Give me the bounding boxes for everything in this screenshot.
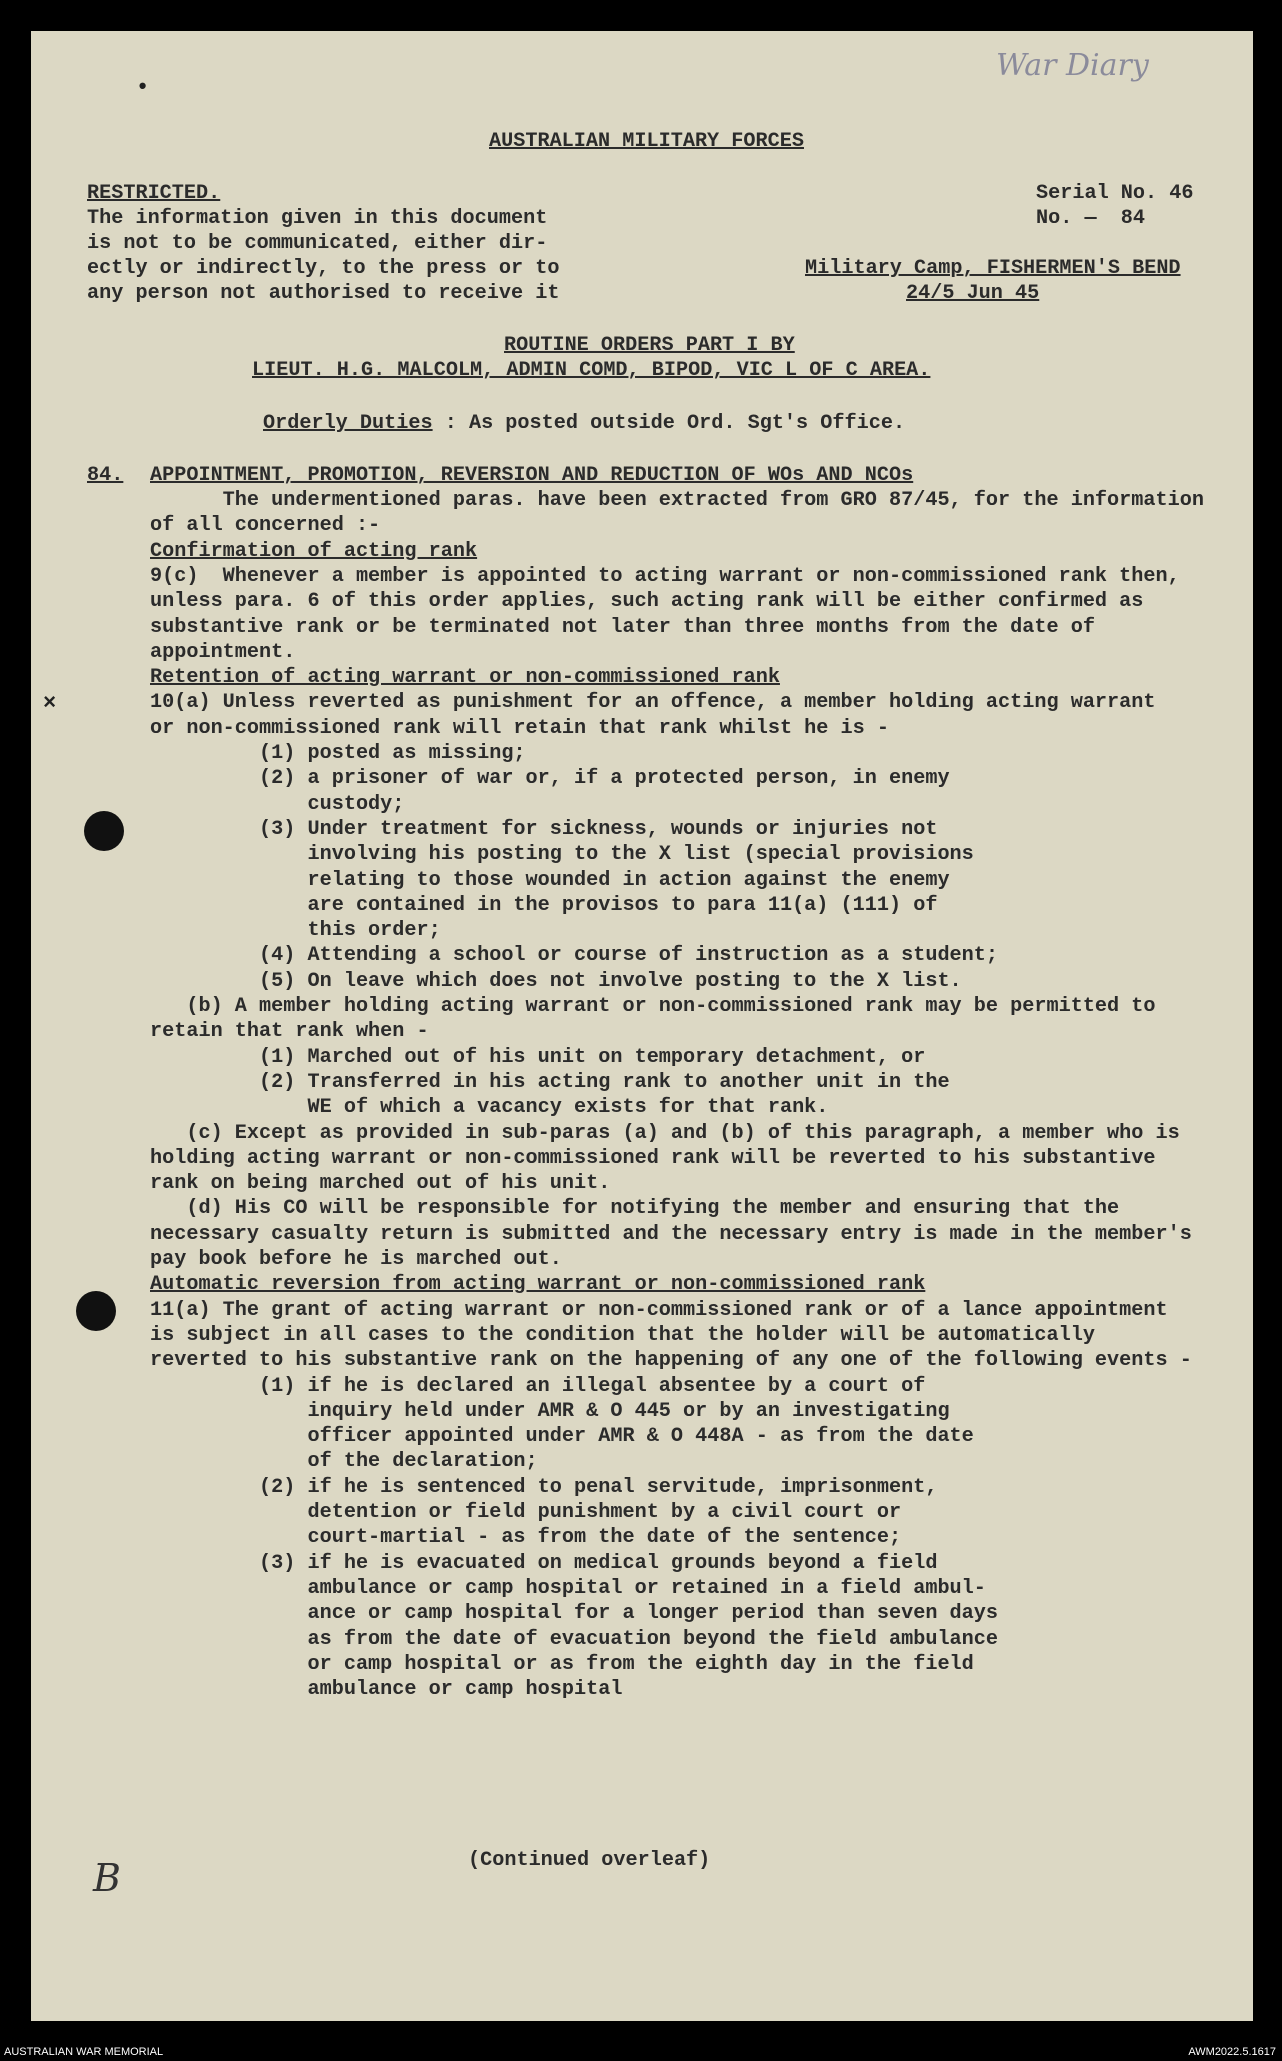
body-line: inquiry held under AMR & O 445 or by an investigating	[150, 1399, 950, 1423]
body-line: (4) Attending a school or course of instruction as a student;	[150, 944, 999, 968]
body-line: appointment.	[150, 640, 296, 664]
body-line: (1) Marched out of his unit on temporary detachment, or	[150, 1045, 926, 1069]
body-line: this order;	[150, 919, 441, 943]
body-line: is subject in all cases to the condition that the holder will be automatically	[150, 1323, 1095, 1347]
body-line: or non-commissioned rank will retain that rank whilst he is -	[150, 716, 889, 740]
body-line: are contained in the provisos to para 11(a) (111) of	[150, 893, 938, 917]
punch-hole	[76, 1291, 116, 1331]
body-line: WE of which a vacancy exists for that rank.	[150, 1096, 829, 1120]
orders-issuer: LIEUT. H.G. MALCOLM, ADMIN COMD, BIPOD, VIC L OF C AREA.	[252, 359, 931, 382]
section-number: 84.	[87, 464, 124, 487]
orderly-duties-label: Orderly Duties	[263, 412, 433, 435]
subheading: Automatic reversion from acting warrant or non-commissioned rank	[150, 1273, 926, 1297]
body-line: unless para. 6 of this order applies, such acting rank will be either confirmed as	[150, 590, 1144, 614]
body-line: (2) if he is sentenced to penal servitude, imprisonment,	[150, 1475, 938, 1499]
initials-signature: B	[93, 1856, 121, 1900]
body-line: (5) On leave which does not involve posting to the X list.	[150, 969, 962, 993]
punch-hole	[84, 811, 124, 851]
order-date: 24/5 Jun 45	[906, 282, 1040, 305]
body-line: (3) if he is evacuated on medical grounds beyond a field	[150, 1551, 938, 1575]
body-line: rank on being marched out of his unit.	[150, 1172, 611, 1196]
body-line: (c) Except as provided in sub-paras (a) and (b) of this paragraph, a member who is	[150, 1121, 1180, 1145]
subheading: Confirmation of acting rank	[150, 539, 478, 563]
footer-reference: AWM2022.5.1617	[1188, 2046, 1276, 2058]
body-line: officer appointed under AMR & O 448A - as from the date	[150, 1425, 974, 1449]
document-page	[31, 31, 1253, 2021]
restricted-line: any person not authorised to receive it	[87, 282, 560, 305]
body-line: 9(c) Whenever a member is appointed to acting warrant or non-commissioned rank then,	[150, 564, 1180, 588]
handwritten-annotation: War Diary	[996, 48, 1149, 83]
ink-mark: •	[136, 75, 150, 100]
restricted-line: The information given in this document	[87, 207, 548, 230]
orders-title: ROUTINE ORDERS PART I BY	[504, 334, 795, 357]
body-line: necessary casualty return is submitted and the necessary entry is made in the member's	[150, 1222, 1192, 1246]
body-line: or camp hospital or as from the eighth day in the field	[150, 1652, 974, 1676]
body-line: of the declaration;	[150, 1450, 538, 1474]
body-line: (2) Transferred in his acting rank to another unit in the	[150, 1070, 950, 1094]
body-line: as from the date of evacuation beyond the field ambulance	[150, 1627, 999, 1651]
body-line: involving his posting to the X list (special provisions	[150, 843, 974, 867]
body-line: substantive rank or be terminated not later than three months from the date of	[150, 615, 1095, 639]
body-line: pay book before he is marched out.	[150, 1248, 562, 1271]
body-line: holding acting warrant or non-commissioned rank will be reverted to his substantive	[150, 1146, 1156, 1170]
body-line: detention or field punishment by a civil court or	[150, 1501, 902, 1524]
ink-mark: ×	[43, 691, 57, 716]
document-title: AUSTRALIAN MILITARY FORCES	[489, 130, 804, 153]
body-line: ambulance or camp hospital	[150, 1678, 623, 1702]
restricted-line: is not to be communicated, either dir-	[87, 232, 548, 255]
body-line: (2) a prisoner of war or, if a protected person, in enemy	[150, 767, 950, 791]
continued-note: (Continued overleaf)	[468, 1849, 711, 1872]
body-line: (3) Under treatment for sickness, wounds or injuries not	[150, 817, 938, 841]
body-line: ance or camp hospital for a longer period than seven days	[150, 1602, 999, 1626]
body-line: 11(a) The grant of acting warrant or non-commissioned rank or of a lance appointment	[150, 1298, 1168, 1322]
body-line: (1) posted as missing;	[150, 742, 526, 765]
body-line: ambulance or camp hospital or retained in a field ambul-	[150, 1576, 986, 1600]
order-number: No. — 84	[1036, 207, 1146, 230]
body-line: court-martial - as from the date of the sentence;	[150, 1526, 902, 1550]
section-heading: APPOINTMENT, PROMOTION, REVERSION AND REDUCTION OF WOs AND NCOs	[150, 464, 914, 487]
body-line: (d) His CO will be responsible for notifying the member and ensuring that the	[150, 1197, 1120, 1221]
body-line: custody;	[150, 792, 405, 816]
restricted-label: RESTRICTED.	[87, 182, 221, 205]
body-line: of all concerned :-	[150, 514, 381, 538]
subheading: Retention of acting warrant or non-commissioned rank	[150, 666, 780, 690]
body-line: retain that rank when -	[150, 1020, 429, 1044]
serial-number: Serial No. 46	[1036, 182, 1194, 205]
orderly-duties-text: : As posted outside Ord. Sgt's Office.	[432, 412, 906, 435]
body-line: (1) if he is declared an illegal absentee by a court of	[150, 1374, 926, 1398]
footer-institution: AUSTRALIAN WAR MEMORIAL	[4, 2046, 164, 2058]
camp-location: Military Camp, FISHERMEN'S BEND	[805, 257, 1181, 280]
body-line: (b) A member holding acting warrant or non-commissioned rank may be permitted to	[150, 995, 1156, 1018]
body-line: The undermentioned paras. have been extracted from GRO 87/45, for the information	[150, 489, 1204, 512]
orderly-duties	[263, 411, 905, 436]
body-line: relating to those wounded in action against the enemy	[150, 868, 950, 892]
body-line: reverted to his substantive rank on the happening of any one of the following events -	[150, 1349, 1192, 1373]
restricted-line: ectly or indirectly, to the press or to	[87, 257, 560, 280]
body-line: 10(a) Unless reverted as punishment for an offence, a member holding acting warrant	[150, 691, 1156, 715]
